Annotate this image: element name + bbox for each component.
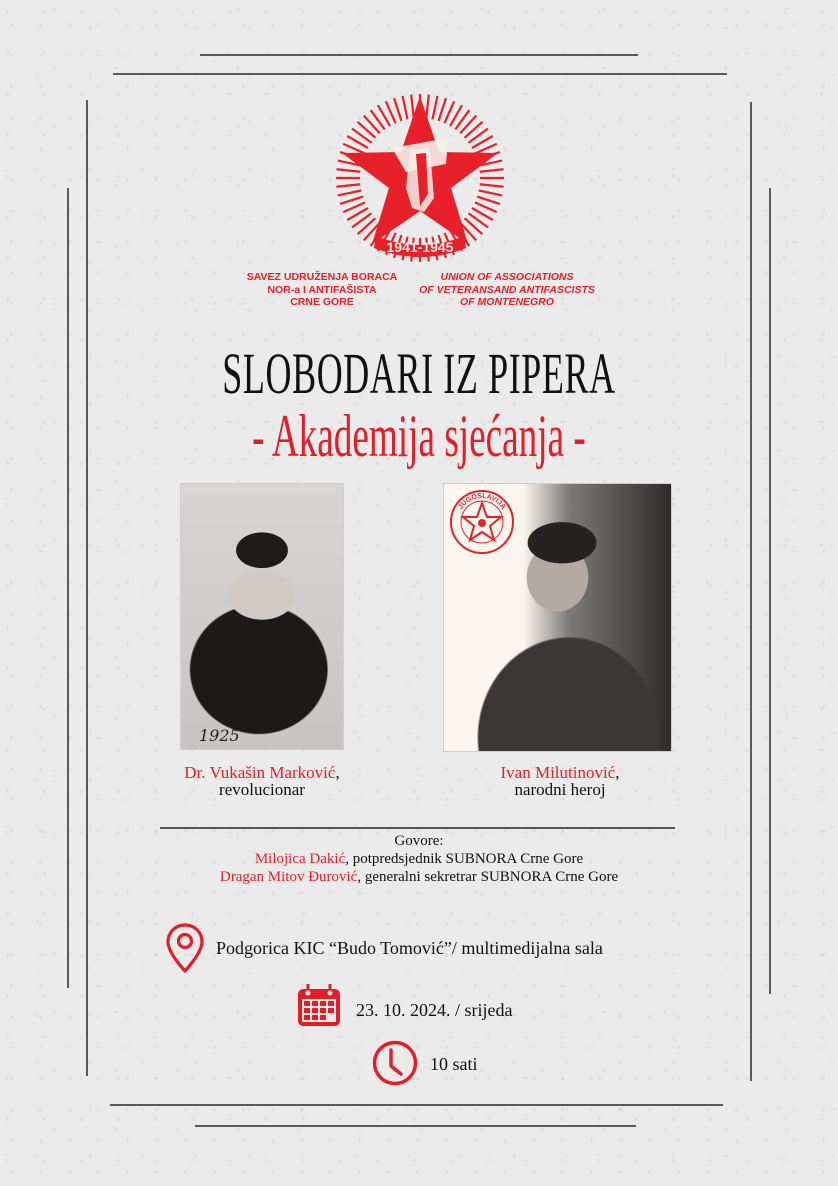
event-date: 23. 10. 2024. / srijeda xyxy=(356,1000,513,1020)
map-pin-icon xyxy=(165,922,205,974)
org-name-sr-line: SAVEZ UDRUŽENJA BORACA xyxy=(246,271,398,283)
event-title: SLOBODARI IZ PIPERA xyxy=(222,341,616,406)
frame-line-bottom-inner xyxy=(195,1125,636,1127)
portrait-photo-ivan-milutinovic xyxy=(443,483,672,752)
speaker-name: Dragan Mitov Đurović xyxy=(219,869,358,885)
honoree-caption-2 xyxy=(440,764,680,798)
org-name-sr-line: NOR-a I ANTIFAŠISTA xyxy=(267,283,377,296)
speakers-heading: Govore: xyxy=(394,833,444,849)
honoree-name: Ivan Milutinović xyxy=(500,763,616,782)
org-name-sr-line: CRNE GORE xyxy=(290,296,354,308)
organization-name-serbian xyxy=(237,271,407,309)
section-divider xyxy=(160,827,675,829)
frame-line-top-inner xyxy=(200,54,638,56)
red-star-emblem-icon xyxy=(330,94,510,264)
photo-signature: 1925 xyxy=(199,726,240,745)
speaker-title: , generalni sekretrar SUBNORA Crne Gore xyxy=(357,869,619,885)
frame-line-left-outer xyxy=(86,100,88,1076)
org-name-en-line: UNION OF ASSOCIATIONS xyxy=(440,271,574,283)
event-subtitle: - Akademija sjećanja - xyxy=(252,403,586,469)
caption-comma: , xyxy=(615,763,620,782)
honoree-caption-1 xyxy=(142,764,382,798)
portrait-photo-vukasin-markovic xyxy=(180,483,344,750)
calendar-icon xyxy=(296,982,342,1028)
frame-line-bottom-outer xyxy=(110,1104,723,1106)
event-time: 10 sati xyxy=(430,1054,478,1074)
frame-line-right-outer xyxy=(750,102,752,1081)
honoree-role: narodni heroj xyxy=(514,780,606,799)
svg-text:1941-1945: 1941-1945 xyxy=(386,239,454,255)
speakers-section xyxy=(0,832,838,886)
jugoslavija-stamp-icon xyxy=(448,488,516,556)
speaker-name: Milojica Dakić xyxy=(254,851,346,867)
event-location: Podgorica KIC “Budo Tomović”/ multimedijalna sala xyxy=(216,938,603,958)
speaker-item xyxy=(0,850,838,868)
speaker-title: , potpredsjednik SUBNORA Crne Gore xyxy=(345,851,584,867)
honoree-role: revolucionar xyxy=(219,780,305,799)
org-name-en-line: OF VETERANSAND ANTIFASCISTS xyxy=(419,283,595,296)
svg-text:JUGOSLAVIJA: JUGOSLAVIJA xyxy=(457,492,507,511)
clock-icon xyxy=(371,1039,419,1087)
honoree-name: Dr. Vukašin Marković xyxy=(184,763,336,782)
org-name-en-line: OF MONTENEGRO xyxy=(460,296,554,308)
frame-line-top-outer xyxy=(113,73,727,75)
speaker-item xyxy=(0,868,838,886)
organization-logo xyxy=(330,94,510,264)
organization-name-english xyxy=(412,271,602,309)
caption-comma: , xyxy=(335,763,340,782)
